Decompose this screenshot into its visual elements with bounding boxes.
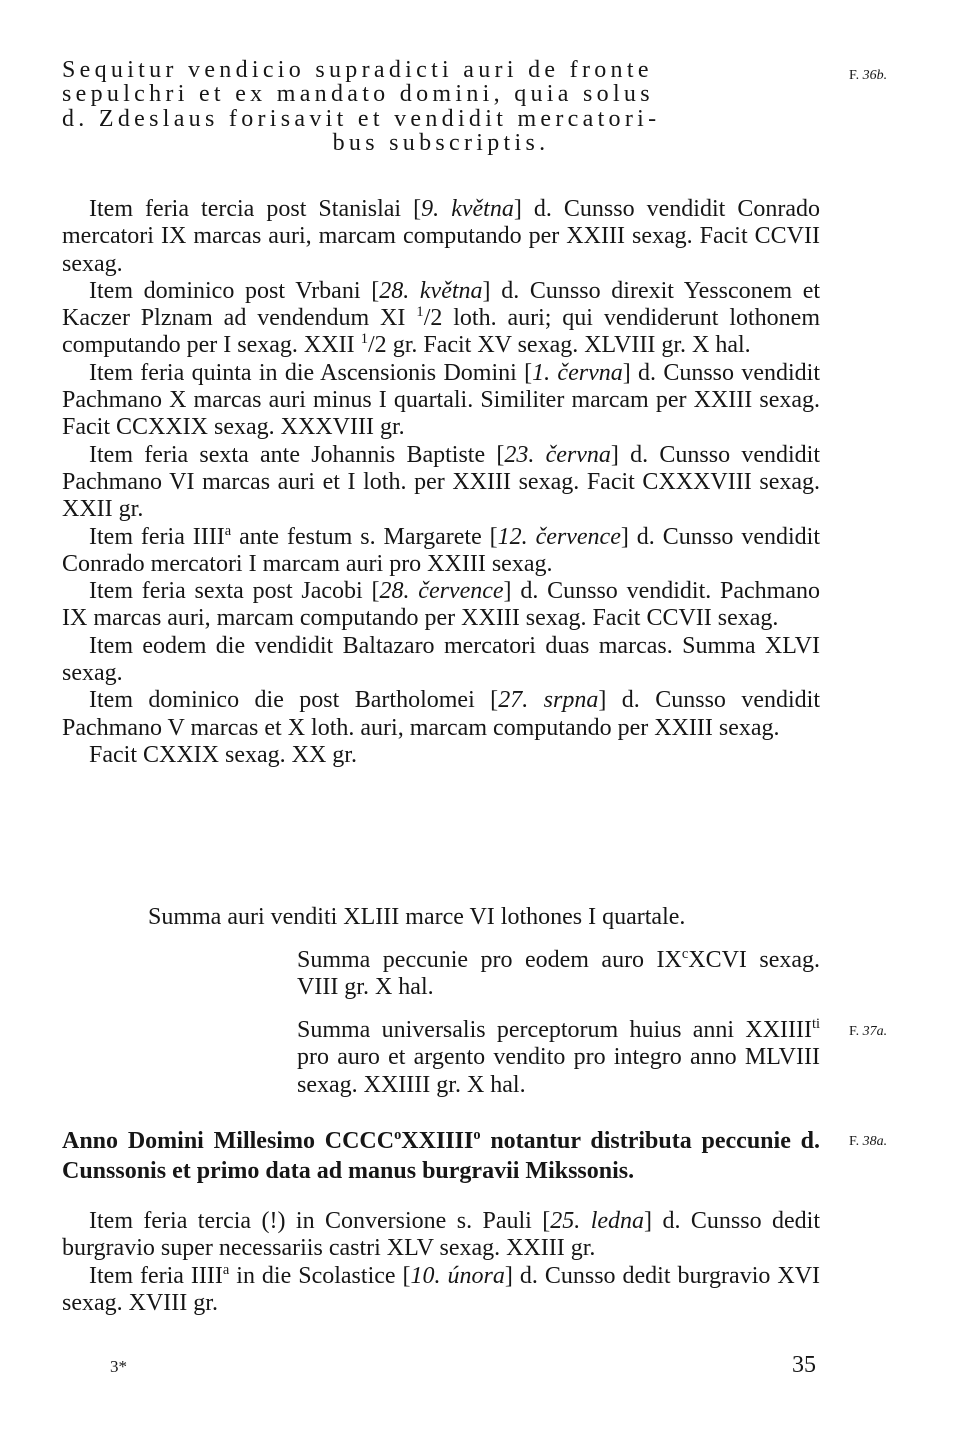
sum-peccunie: Summa peccunie pro eodem auro $IX^cXCVI$ sexag. VIII gr. X hal. — [297, 946, 821, 1001]
entry-2: Item dominico post Vrbani [28. května] d. Cunsso direxit Yessconem et Kaczer Plznam ad vendendum XI $^1$/2 loth. auri; qui vendiderunt lothonem computando per I sexag. XXII $^1$/2 gr. Facit XV sexag. XLVIII gr. X hal. — [62, 277, 821, 359]
entry-6: Item feria sexta post Jacobi [28. července] d. Cunsso vendidit. Pachmano IX marcas auri, marcam computando per XXIII sexag. Facit CCVII sexag. — [62, 578, 820, 632]
intro-line-2: sepulchri et ex mandato domini, quia solus — [62, 81, 654, 108]
intro-line-3: d. Zdeslaus forisavit et vendidit mercatori- — [62, 105, 661, 132]
margin-note-folio: F. 38a. — [849, 1134, 888, 1149]
intro-line-1: Sequitur vendicio supradicti auri de fronte — [62, 57, 653, 83]
sum-universalis: Summa universalis perceptorum huius anni $XXIIII^{ti}$ pro auro et argento vendito pro integro anno MLVIII sexag. XXIIII gr. X hal. — [297, 1016, 820, 1098]
entry-3: Item feria quinta in die Ascensionis Domini [1. června] d. Cunsso vendidit Pachmano X marcas auri minus I quartali. Similiter marcam per XXIII sexag. Facit CCXXIX sexag. XXXVIII gr. — [62, 359, 820, 441]
intro-line-4: bus subscriptis. — [332, 129, 550, 156]
entry2-2: Item feria IIII$^a$ in die Scolastice [10. února] d. Cunsso dedit burgravio XVI sexag. XVIII gr. — [62, 1261, 821, 1316]
entry-5: Item feria IIII$^a$ ante festum s. Margarete [12. července] d. Cunsso vendidit Conrado mercatori I marcam auri pro XXIII sexag. — [62, 522, 821, 577]
sum-auri: Summa auri venditi XLIII marce VI lothones I quartale. — [148, 904, 686, 930]
page-number: 35 — [792, 1352, 816, 1378]
entry-9: Facit CXXIX sexag. XX gr. — [89, 741, 357, 768]
intro-block — [62, 58, 820, 155]
entries2-block — [62, 1208, 820, 1317]
section-heading: Anno Domini Millesimo CCCC$^o$XXIIII$^o$ notantur distributa peccunie d. Cunssonis et primo data ad manus burgravii Mikssonis. — [62, 1127, 820, 1184]
entry-4: Item feria sexta ante Johannis Baptiste [23. června] d. Cunsso vendidit Pachmano VI marcas auri et I loth. per XXIII sexag. Facit CXXXVIII sexag. XXII gr. — [62, 441, 821, 523]
entry-1: Item feria tercia post Stanislai [9. května] d. Cunsso vendidit Conrado mercatori IX marcas auri, marcam computando per XXIII sexag. Facit CCVII sexag. — [62, 196, 821, 277]
margin-note-folio: F. 37a. — [849, 1024, 888, 1039]
entry2-1: Item feria tercia (!) in Conversione s. Pauli [25. ledna] d. Cunsso dedit burgravio super necessariis castri XLV sexag. XXIII gr. — [62, 1208, 820, 1262]
entry-8: Item dominico die post Bartholomei [27. srpna] d. Cunsso vendidit Pachmano V marcas et X loth. auri, marcam computando per XXIII sexag. — [62, 687, 821, 741]
entry-7: Item eodem die vendidit Baltazaro mercatori duas marcas. Summa XLVI sexag. — [62, 632, 820, 687]
signature-mark: 3* — [110, 1357, 127, 1376]
margin-note-folio: F. 36b. — [849, 68, 888, 83]
entries-block — [62, 196, 820, 769]
